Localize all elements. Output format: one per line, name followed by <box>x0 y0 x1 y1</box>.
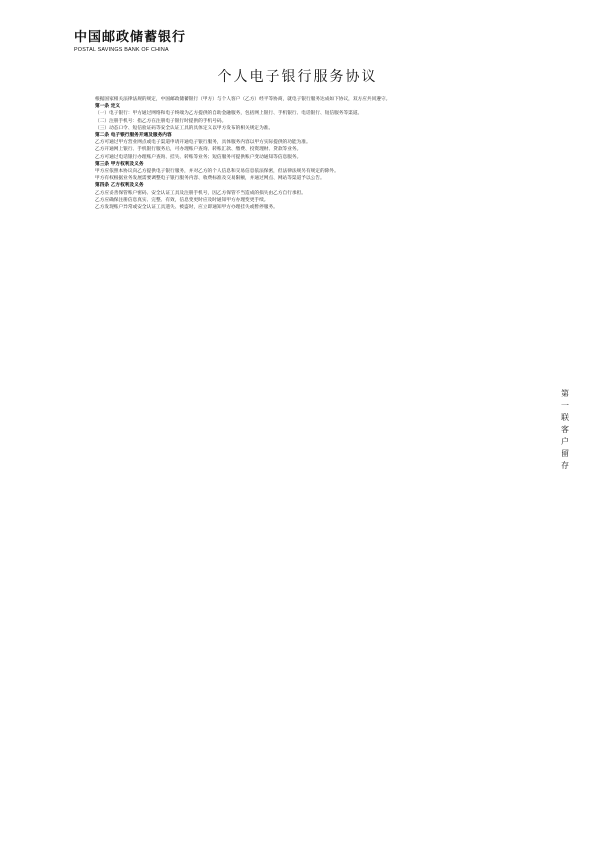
clause-paragraph: 根据国家相关法律法规的规定，中国邮政储蓄银行（甲方）与个人客户（乙方）经平等协商，就电子银行服务达成如下协议，双方应共同遵守。 <box>95 97 391 102</box>
document-title: 个人电子银行服务协议 <box>217 69 378 85</box>
section-heading: 第二条 电子银行服务开通及服务内容 <box>95 133 172 139</box>
clause-paragraph: 乙方可通过电话银行办理账户查询、挂失、转账等业务；短信服务可提供账户变动通知等信息服务。 <box>95 154 302 160</box>
bank-logo <box>74 30 314 54</box>
clause-paragraph: （一）电子银行：甲方通过网络和电子终端为乙方提供的自助金融服务，包括网上银行、手机银行、电话银行、短信服务等渠道。 <box>95 111 363 117</box>
clause-paragraph: 甲方应依照本协议向乙方提供电子银行服务，并对乙方的个人信息和交易信息依法保密，但法律法规另有规定的除外。 <box>95 169 339 175</box>
clause-paragraph: 乙方发现账户异常或安全认证工具遗失、被盗时，应立即通知甲方办理挂失或暂停服务。 <box>95 205 278 211</box>
section-heading: 第三条 甲方权利及义务 <box>95 161 144 167</box>
bank-name-cn: 中国邮政储蓄银行 <box>74 30 187 45</box>
section-heading: 第一条 定义 <box>95 104 121 110</box>
clause-paragraph: 乙方应妥善保管账户密码、安全认证工具及注册手机号，因乙方保管不当造成的损失由乙方自行承担。 <box>95 190 306 196</box>
section-heading: 第四条 乙方权利及义务 <box>95 183 144 189</box>
clause-paragraph: 乙方可通过甲方营业网点或电子渠道申请开通电子银行服务，具体服务内容以甲方实际提供的功能为准。 <box>95 140 311 146</box>
bank-name-en: POSTAL SAVINGS BANK OF CHINA <box>74 47 169 53</box>
clause-paragraph: （二）注册手机号：指乙方在注册电子银行时提供的手机号码。 <box>95 118 227 124</box>
clause-paragraph: （三）动态口令、短信验证码等安全认证工具的具体定义以甲方发布的相关规定为准。 <box>95 125 274 131</box>
copy-note: 第一联 客户留存 <box>561 389 569 470</box>
agreement-body <box>86 96 538 834</box>
clause-paragraph: 甲方有权根据业务发展需要调整电子银行服务内容、收费标准及交易限额，并通过网点、网站等渠道予以公告。 <box>95 176 325 182</box>
clause-paragraph: 乙方应确保注册信息真实、完整、有效，信息变更时应及时通知甲方办理变更手续。 <box>95 197 269 203</box>
clause-paragraph: 乙方开通网上银行、手机银行服务后，可办理账户查询、转账汇款、缴费、投资理财、贷款等业务。 <box>95 147 302 153</box>
